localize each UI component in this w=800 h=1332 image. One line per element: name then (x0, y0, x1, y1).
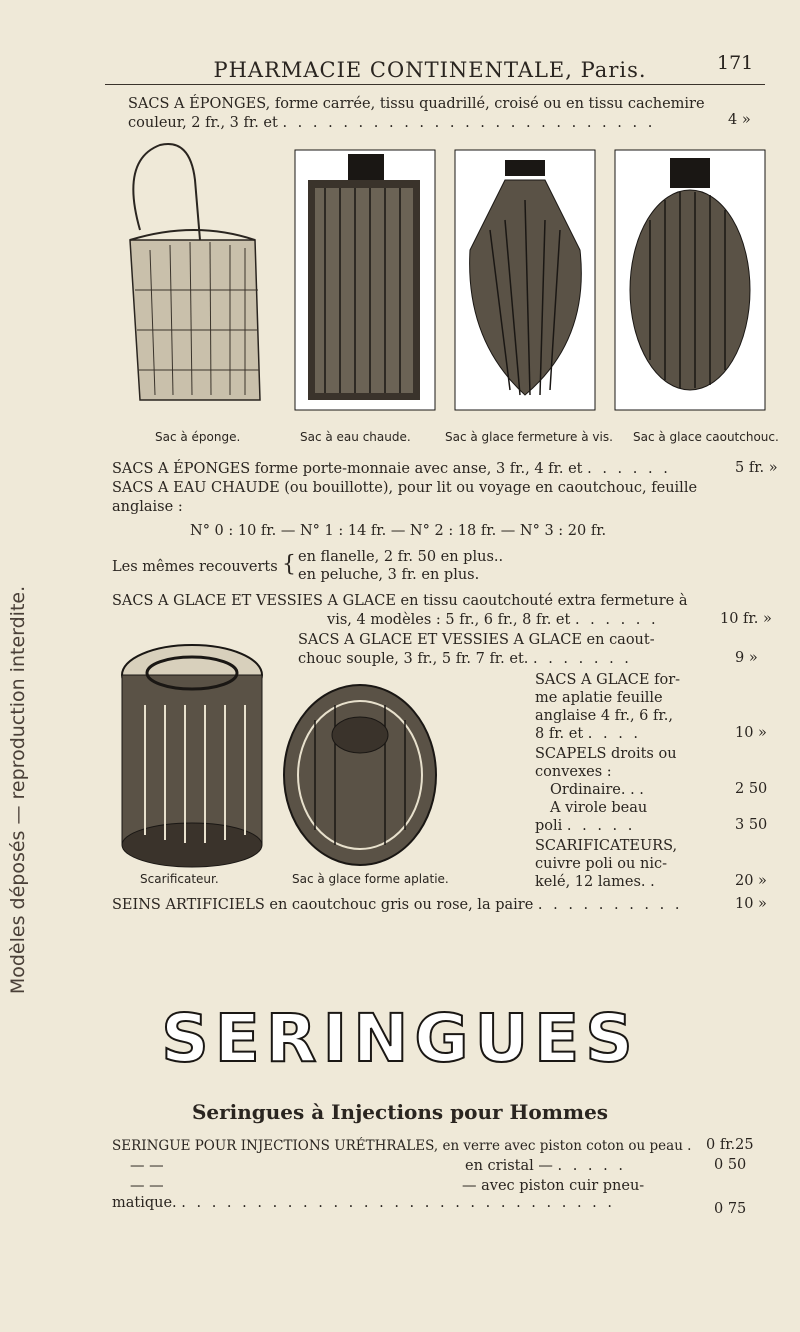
sacs-eponges-price: 4 » (728, 112, 751, 128)
sacs-glace-3-line4: 8 fr. et . . . . (535, 726, 642, 742)
caption-sac-glace-aplatie: Sac à glace forme aplatie. (292, 872, 449, 886)
sac-eponge-illustration (130, 144, 260, 400)
scapels-ordinaire: Ordinaire. . . (550, 782, 644, 798)
scarificateurs-line2: cuivre poli ou nic- (535, 856, 667, 872)
sacs-glace-1-price: 10 fr. » (720, 611, 772, 627)
seringue-line3-dash: — — (130, 1178, 164, 1194)
brace: { (282, 552, 296, 577)
sacs-glace-3-price: 10 » (735, 725, 767, 741)
section-subtitle: Seringues à Injections pour Hommes (191, 1100, 609, 1124)
seringue-price3: 0 75 (714, 1201, 747, 1217)
seringue-line2-dash: — — (130, 1158, 164, 1174)
sac-glace-vis-illustration (455, 150, 595, 410)
header-rule (105, 84, 765, 85)
sacs-eau-line1: SACS A EAU CHAUDE (ou bouillotte), pour lit ou voyage en caoutchouc, feuille (112, 480, 698, 496)
seringue-line3: — avec piston cuir pneu- (462, 1178, 645, 1194)
scapels-virole-price: 3 50 (735, 817, 768, 833)
caption-sac-eau-chaude: Sac à eau chaude. (300, 430, 411, 444)
sidebar-notice-text: Modèles déposés — reproduction interdite. (7, 585, 29, 995)
figure-sacs (110, 140, 790, 440)
sacs-glace-2-price: 9 » (735, 650, 758, 666)
page-number: 171 (717, 52, 754, 74)
sacs-eau-sizes: N° 0 : 10 fr. — N° 1 : 14 fr. — N° 2 : 18 fr. — N° 3 : 20 fr. (190, 523, 607, 539)
sac-glace-caoutchouc-illustration (615, 150, 765, 410)
scapels-virole-1: A virole beau (550, 800, 648, 816)
scarificateur-illustration (115, 635, 270, 870)
scapels-line2: convexes : (535, 764, 612, 780)
scarificateurs-price: 20 » (735, 873, 767, 889)
sac-glace-aplatie-illustration (280, 680, 440, 870)
seringue-line1: SERINGUE POUR INJECTIONS URÉTHRALES, en verre avec piston coton ou peau . (112, 1138, 692, 1154)
sac-eau-chaude-illustration (295, 150, 435, 410)
caption-sac-eponge: Sac à éponge. (155, 430, 241, 444)
scapels-ordinaire-price: 2 50 (735, 781, 768, 797)
caption-sac-glace-caoutchouc: Sac à glace caoutchouc. (633, 430, 779, 444)
sacs-eau-recouverts-label: Les mêmes recouverts (112, 559, 278, 575)
sacs-glace-2-line1: SACS A GLACE ET VESSIES A GLACE en caout- (298, 632, 655, 648)
sacs-glace-1-line2: vis, 4 modèles : 5 fr., 6 fr., 8 fr. et . . . . . . (327, 612, 659, 628)
page-header: PHARMACIE CONTINENTALE, Paris. (213, 58, 647, 82)
sacs-eponges-line1: SACS A ÉPONGES, forme carrée, tissu quadrillé, croisé ou en tissu cachemire (128, 96, 705, 112)
caption-scarificateur: Scarificateur. (140, 872, 219, 886)
seins-artificiels-price: 10 » (735, 896, 767, 912)
sacs-eau-line2: anglaise : (112, 499, 183, 515)
scapels-line1: SCAPELS droits ou (535, 746, 677, 762)
sacs-glace-3-line1: SACS A GLACE for- (535, 672, 681, 688)
sacs-glace-2-line2: chouc souple, 3 fr., 5 fr. 7 fr. et. . . . . . . . (298, 651, 632, 667)
scarificateurs-line3: kelé, 12 lames. . (535, 874, 655, 890)
seins-artificiels: SEINS ARTIFICIELS en caoutchouc gris ou rose, la paire . . . . . . . . . . (112, 897, 683, 913)
seringue-price2: 0 50 (714, 1157, 747, 1173)
sacs-eau-recouverts-flanelle: en flanelle, 2 fr. 50 en plus.. (298, 549, 504, 565)
sacs-glace-3-line3: anglaise 4 fr., 6 fr., (535, 708, 673, 724)
sacs-eponges-porte-monnaie-price: 5 fr. » (735, 460, 778, 476)
sacs-glace-3-line2: me aplatie feuille (535, 690, 663, 706)
seringue-price1: 0 fr.25 (706, 1137, 754, 1153)
sacs-eponges-porte-monnaie: SACS A ÉPONGES forme porte-monnaie avec anse, 3 fr., 4 fr. et . . . . . . (112, 461, 671, 477)
sacs-eponges-line2: couleur, 2 fr., 3 fr. et . . . . . . . . . . . . . . . . . . . . . . . . . (128, 115, 656, 131)
scapels-virole-2: poli . . . . . (535, 818, 636, 834)
seringue-line4: matique. . . . . . . . . . . . . . . . . . . . . . . . . . . . . . (112, 1195, 616, 1211)
section-title: SERINGUES (161, 1000, 639, 1077)
scarificateurs-line1: SCARIFICATEURS, (535, 838, 678, 854)
caption-sac-glace-vis: Sac à glace fermeture à vis. (445, 430, 613, 444)
sacs-glace-1-line1: SACS A GLACE ET VESSIES A GLACE en tissu caoutchouté extra fermeture à (112, 593, 688, 609)
seringue-line2: en cristal — . . . . . (465, 1158, 626, 1174)
sacs-eau-recouverts-peluche: en peluche, 3 fr. en plus. (298, 567, 480, 583)
